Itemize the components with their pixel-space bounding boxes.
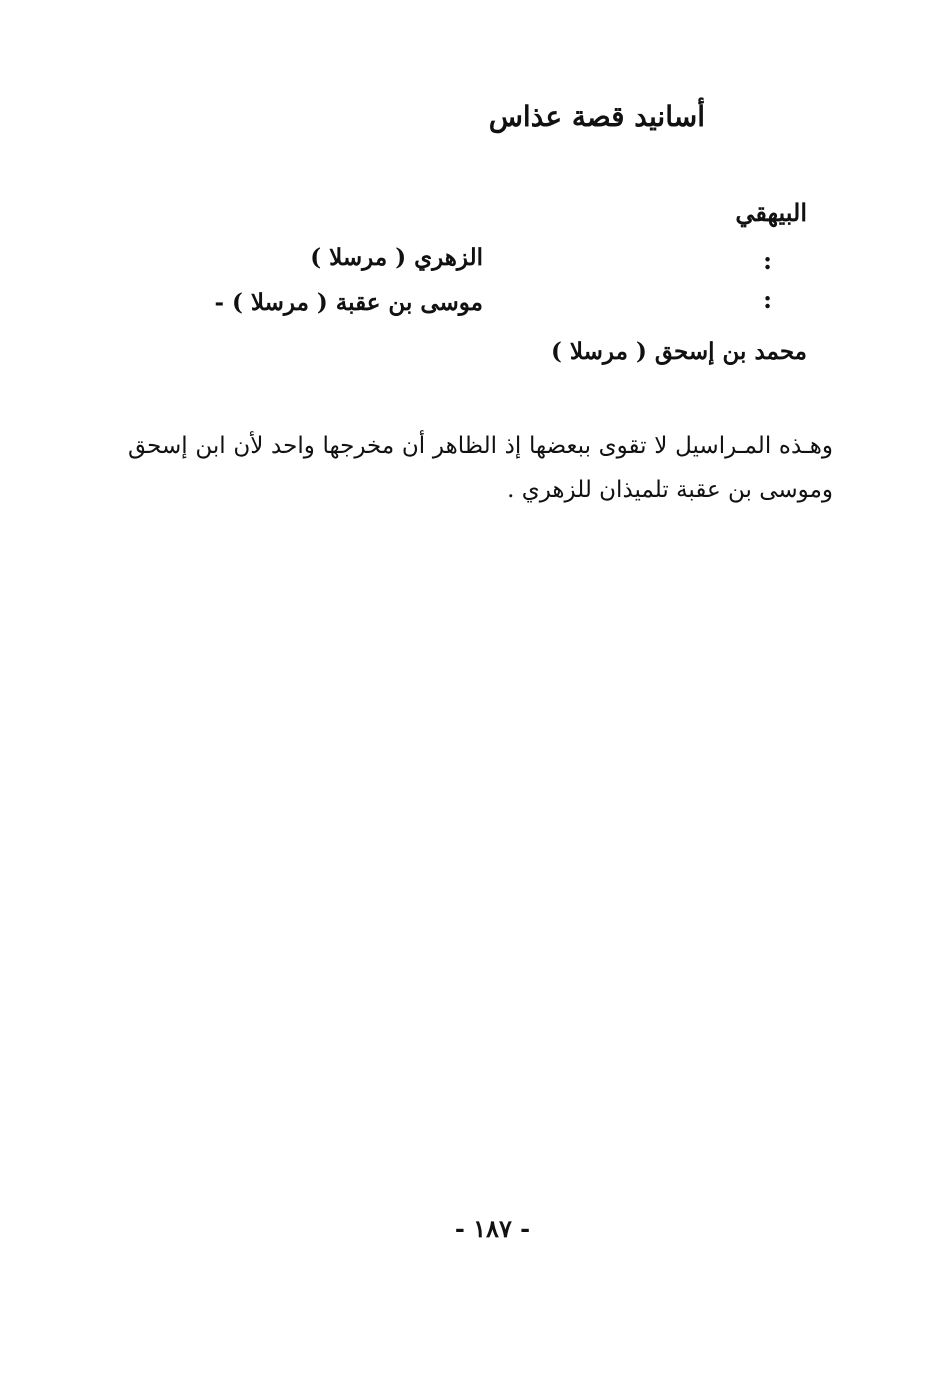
page-title: أسانيد قصة عذاس	[488, 100, 705, 133]
chain-colon-2: :	[763, 285, 772, 314]
narrator-zuhri: الزهري ( مرسلا )	[310, 244, 483, 271]
narrator-musa-ibn-uqba: موسى بن عقبة ( مرسلا ) -	[214, 289, 483, 316]
page-number: - ١٨٧ -	[454, 1214, 531, 1243]
source-label: البيهقي	[735, 198, 807, 227]
chain-colon-1: :	[763, 246, 772, 275]
narrator-ibn-ishaq: محمد بن إسحق ( مرسلا )	[551, 338, 807, 365]
body-paragraph: وهـذه المـراسيل لا تقوى ببعضها إذ الظاهر أن مخرجها واحد لأن ابن إسحق وموسى بن عقبة تلميذان للزهري .	[128, 433, 833, 503]
